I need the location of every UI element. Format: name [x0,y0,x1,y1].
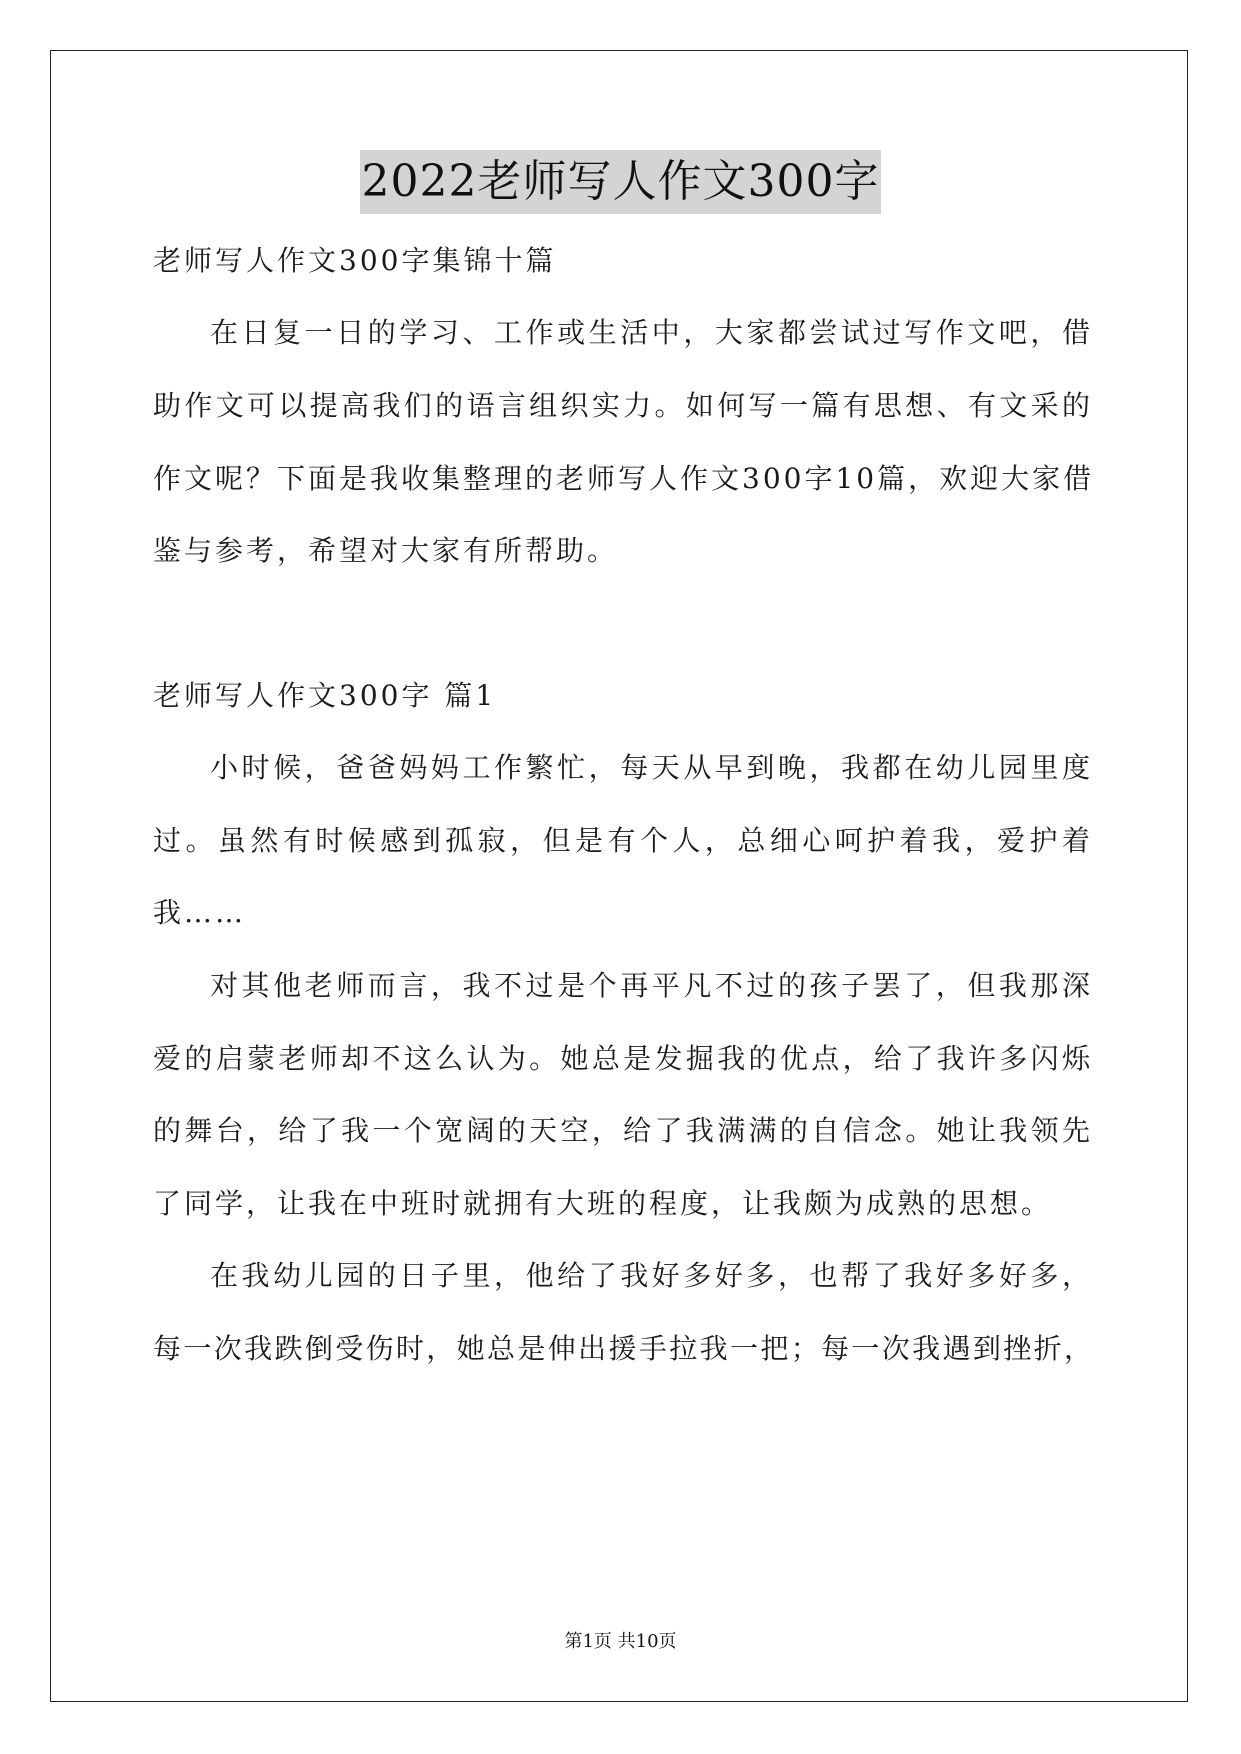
intro-line-4: 鉴与参考，希望对大家有所帮助。 [153,534,619,567]
body-line-4: 对其他老师而言，我不过是个再平凡不过的孩子罢了，但我那深 [210,969,1093,1002]
body-line-3: 我…… [153,896,247,929]
intro-line-1: 在日复一日的学习、工作或生活中，大家都尝试过写作文吧，借 [210,316,1093,349]
document-title: 2022老师写人作文300字 [360,150,882,214]
body-line-6: 的舞台，给了我一个宽阔的天空，给了我满满的自信念。她让我领先 [153,1114,1093,1147]
title-container [0,150,1241,214]
body-line-9: 每一次我跌倒受伤时，她总是伸出援手拉我一把；每一次我遇到挫折， [153,1332,1093,1365]
page-number: 第1页 共10页 [564,1631,677,1652]
page-border [50,50,1188,1702]
body-line-7: 了同学，让我在中班时就拥有大班的程度，让我颇为成熟的思想。 [153,1187,1053,1220]
intro-line-2: 助作文可以提高我们的语言组织实力。如何写一篇有思想、有文采的 [153,389,1093,422]
document-subtitle: 老师写人作文300字集锦十篇 [153,244,557,277]
section-heading: 老师写人作文300字 篇1 [153,679,497,712]
body-line-8: 在我幼儿园的日子里，他给了我好多好多，也帮了我好多好多， [210,1259,1093,1292]
body-line-5: 爱的启蒙老师却不这么认为。她总是发掘我的优点，给了我许多闪烁 [153,1042,1093,1075]
body-line-1: 小时候，爸爸妈妈工作繁忙，每天从早到晚，我都在幼儿园里度 [210,751,1093,784]
intro-line-3: 作文呢？下面是我收集整理的老师写人作文300字10篇，欢迎大家借 [153,462,1095,495]
body-line-2: 过。虽然有时候感到孤寂，但是有个人，总细心呵护着我，爱护着 [153,824,1093,857]
